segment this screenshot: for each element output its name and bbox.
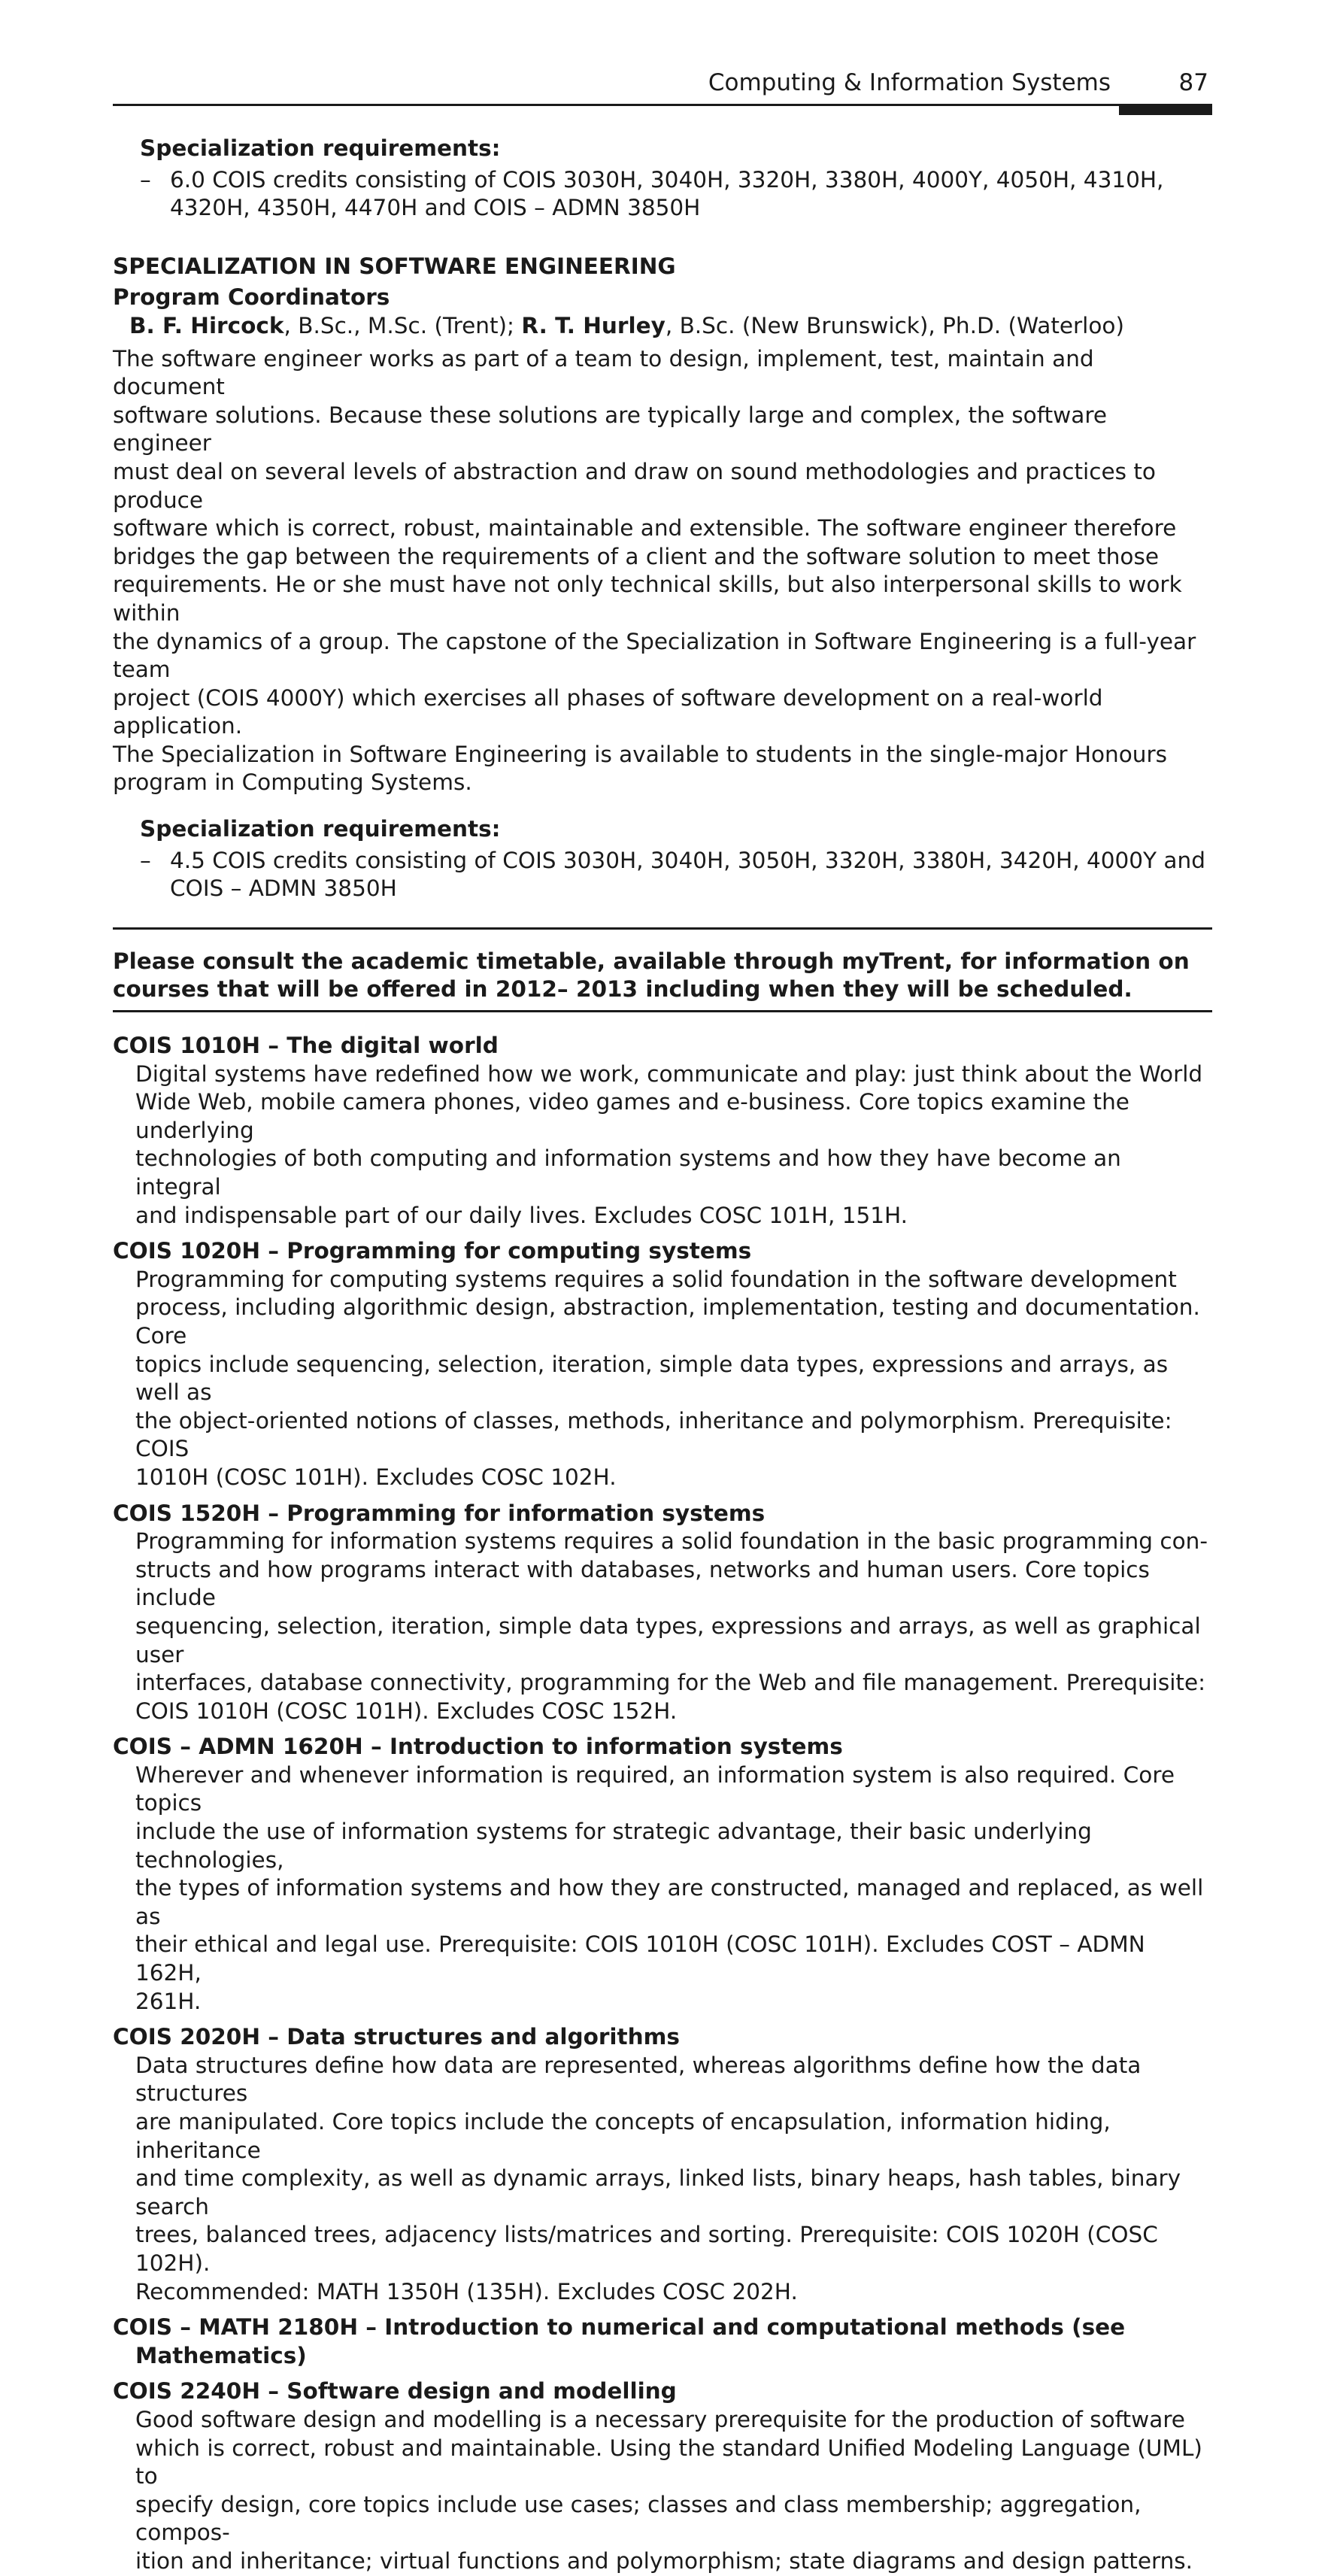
text-line: 261H. [135, 1988, 202, 2014]
course-title: COIS 1520H – Programming for information systems [113, 1500, 766, 1526]
spec-requirements-item [140, 847, 1212, 903]
text-line: trees, balanced trees, adjacency lists/matrices and sorting. Prerequisite: COIS 1020H (COSC 102H). [135, 2222, 1158, 2276]
timetable-notice [113, 927, 1212, 1012]
section-heading: SPECIALIZATION IN SOFTWARE ENGINEERING [113, 253, 676, 279]
text-line: project (COIS 4000Y) which exercises all phases of software development on a real-world application. [113, 684, 1103, 739]
text-line: interfaces, database connectivity, programming for the Web and file management. Prerequisite: [135, 1670, 1206, 1696]
text-line: Good software design and modelling is a necessary prerequisite for the production of software [135, 2406, 1185, 2432]
text-line: Programming for information systems requires a solid foundation in the basic programming con- [135, 1528, 1208, 1555]
course-description [113, 2052, 1212, 2306]
text-line: 1010H (COSC 101H). Excludes COSC 102H. [135, 1464, 617, 1490]
text-line: structs and how programs interact with databases, networks and human users. Core topics include [135, 1556, 1150, 1611]
text-line: Data structures define how data are represented, whereas algorithms define how the data structures [135, 2052, 1142, 2107]
course-entry [113, 2314, 1212, 2370]
text-line: software solutions. Because these solutions are typically large and complex, the software engineer [113, 402, 1107, 457]
course-description [113, 2406, 1212, 2576]
coordinator-degrees: , B.Sc. (New Brunswick), Ph.D. (Waterloo) [665, 312, 1124, 338]
text-line: and indispensable part of our daily lives. Excludes COSC 101H, 151H. [135, 1202, 908, 1228]
page-number: 87 [1178, 69, 1208, 96]
text-line: Recommended: MATH 1350H (135H). Excludes COSC 202H. [135, 2278, 798, 2304]
text-line: specify design, core topics include use cases; classes and class membership; aggregation, compos- [135, 2491, 1142, 2546]
course-description [113, 1761, 1212, 2016]
text-line: include the use of information systems for strategic advantage, their basic underlying technologies, [135, 1819, 1092, 1873]
course-entry [113, 1237, 1212, 1491]
text-line: courses that will be offered in 2012– 2013 including when they will be scheduled. [113, 976, 1132, 1003]
dash-bullet: – [140, 847, 151, 873]
course-entry [113, 1032, 1212, 1230]
text-line: bridges the gap between the requirements of a client and the software solution to meet those [113, 543, 1159, 569]
course-description [113, 1266, 1212, 1492]
spec-requirements-label: Specialization requirements: [140, 135, 501, 161]
text-line: 4.5 COIS credits consisting of COIS 3030H, 3040H, 3050H, 3320H, 3380H, 3420H, 4000Y and [170, 847, 1205, 873]
text-line: ition and inheritance; virtual functions and polymorphism; state diagrams and design patterns. [135, 2547, 1193, 2574]
text-line: COIS 1010H (COSC 101H). Excludes COSC 152H. [135, 1698, 678, 1724]
text-line: Digital systems have redefined how we work, communicate and play: just think about the World [135, 1060, 1203, 1087]
text-line: are manipulated. Core topics include the concepts of encapsulation, information hiding, inheritance [135, 2109, 1111, 2163]
text-line: and time complexity, as well as dynamic arrays, linked lists, binary heaps, hash tables, binary search [135, 2165, 1181, 2219]
text-line: topics include sequencing, selection, iteration, simple data types, expressions and arrays, as well as [135, 1351, 1169, 1406]
coordinator-name: R. T. Hurley [521, 312, 666, 338]
text-line: 4320H, 4350H, 4470H and COIS – ADMN 3850H [170, 195, 701, 221]
section-title: Computing & Information Systems [708, 69, 1111, 96]
text-line: 6.0 COIS credits consisting of COIS 3030H, 3040H, 3320H, 3380H, 4000Y, 4050H, 4310H, [170, 166, 1164, 193]
course-title: COIS – MATH 2180H – Introduction to numerical and computational methods (see [113, 2314, 1126, 2341]
course-title-continued: Mathematics) [135, 2342, 307, 2368]
text-line: The Specialization in Software Engineering is available to students in the single-major Honours [113, 741, 1167, 767]
text-line: must deal on several levels of abstraction and draw on sound methodologies and practices to produce [113, 458, 1156, 513]
course-entry [113, 1500, 1212, 1726]
course-description [113, 1060, 1212, 1230]
text-line: Programming for computing systems requires a solid foundation in the software development [135, 1266, 1177, 1292]
text-line: the object-oriented notions of classes, methods, inheritance and polymorphism. Prerequisite: COIS [135, 1407, 1172, 1462]
text-line: Please consult the academic timetable, available through myTrent, for information on [113, 948, 1190, 974]
coordinators-list [129, 312, 1212, 341]
text-line: the dynamics of a group. The capstone of the Specialization in Software Engineering is a full-year team [113, 628, 1196, 683]
dash-bullet: – [140, 166, 151, 193]
course-title: COIS 1010H – The digital world [113, 1033, 499, 1059]
software-eng-description [113, 345, 1212, 798]
coordinator-name: B. F. Hircock [129, 312, 284, 338]
coordinators-heading: Program Coordinators [113, 284, 390, 311]
course-entry [113, 2023, 1212, 2306]
text-line: sequencing, selection, iteration, simple data types, expressions and arrays, as well as graphical user [135, 1613, 1201, 1667]
header-bar [1119, 105, 1212, 115]
text-line: Wherever and whenever information is required, an information system is also required. Core topics [135, 1761, 1175, 1816]
coordinator-degrees: , B.Sc., M.Sc. (Trent); [283, 312, 522, 338]
text-line: COIS – ADMN 3850H [170, 875, 397, 902]
spec-requirements-item [140, 166, 1212, 223]
text-line: the types of information systems and how they are constructed, managed and replaced, as well as [135, 1875, 1204, 1929]
course-title: COIS 2020H – Data structures and algorithms [113, 2024, 680, 2050]
page-body [113, 132, 1212, 2576]
text-line: The software engineer works as part of a team to design, implement, test, maintain and document [113, 345, 1094, 400]
course-description [113, 1528, 1212, 1725]
text-line: process, including algorithmic design, abstraction, implementation, testing and documentation. Core [135, 1294, 1200, 1349]
course-title: COIS 1020H – Programming for computing systems [113, 1238, 752, 1264]
text-line: which is correct, robust and maintainable. Using the standard Unified Modeling Language (UML) to [135, 2435, 1202, 2490]
text-line: requirements. He or she must have not only technical skills, but also interpersonal skills to work within [113, 572, 1182, 626]
running-head [113, 65, 1212, 106]
course-title: COIS – ADMN 1620H – Introduction to information systems [113, 1734, 843, 1760]
text-line: software which is correct, robust, maintainable and extensible. The software engineer therefore [113, 515, 1177, 542]
course-title: COIS 2240H – Software design and modelling [113, 2378, 677, 2405]
text-line: Wide Web, mobile camera phones, video games and e-business. Core topics examine the underlying [135, 1089, 1129, 1143]
text-line: technologies of both computing and information systems and how they have become an integral [135, 1145, 1121, 1200]
text-line: their ethical and legal use. Prerequisite: COIS 1010H (COSC 101H). Excludes COST – ADMN 162H, [135, 1931, 1145, 1986]
text-line: program in Computing Systems. [113, 769, 472, 796]
course-entry [113, 2377, 1212, 2575]
spec-requirements-label: Specialization requirements: [140, 816, 501, 842]
course-entry [113, 1733, 1212, 2016]
